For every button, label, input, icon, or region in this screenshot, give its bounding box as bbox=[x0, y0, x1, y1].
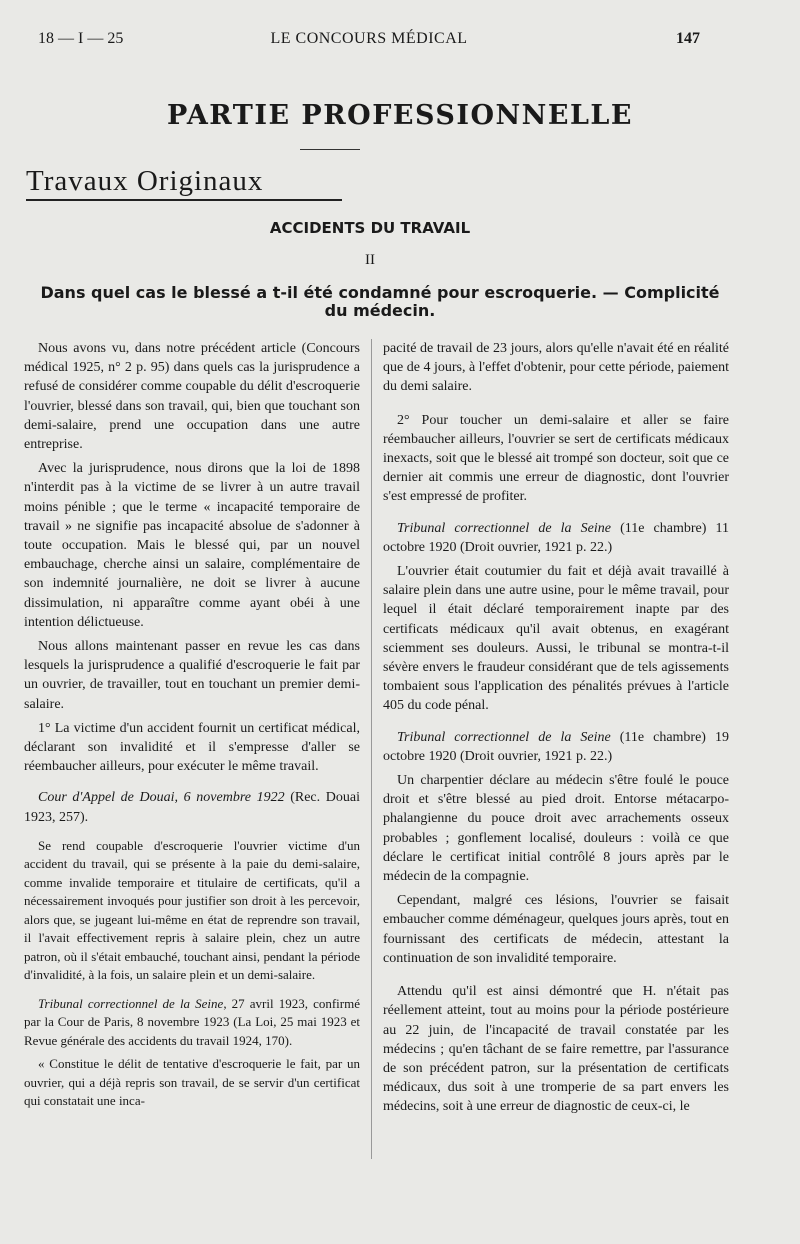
paragraph: Nous allons maintenant passer en revue les cas dans lesquels la jurisprudence a qualifié d'escroquerie le fait par un ouvrier, de travailler, tout en touchant un premier demi-salaire. bbox=[24, 639, 360, 712]
paragraph: Nous avons vu, dans notre précédent article (Concours médical 1925, n° 2 p. 95) dans quels cas la jurisprudence a refusé de considérer comme coupable du délit d'escroquerie l'ouvrier, blessé dans son travail, qui, bien que touchant son demi-salaire, prend une occupation dans une autre entreprise. bbox=[24, 341, 360, 453]
court-name: Tribunal correctionnel de la Seine bbox=[397, 729, 611, 745]
article-number: II bbox=[365, 252, 375, 268]
paragraph: Avec la jurisprudence, nous dirons que la loi de 1898 n'interdit pas à la victime de se livrer à un autre travail moins pénible ; que le terme « incapacité temporaire de travail » ne signifie pas incapacité absolue de s'adonner à toute occupation. Mais le blessé qui, par un nouvel embauchage, cherche ainsi un salaire, complémentaire de son indemnité journalière, ne doit se livrer à aucune dissimulation, ni apparaître comme ayant obéi à une intention délictueuse. bbox=[24, 461, 360, 630]
court-name: Cour d'Appel de Douai, 6 novembre 1922 bbox=[38, 790, 285, 806]
case-reference: (11e chambre) 11 octobre 1920 (Droit ouvrier, 1921 p. 22.) bbox=[383, 520, 729, 555]
paragraph: Cependant, malgré ces lésions, l'ouvrier se faisait embaucher comme déménageur, quelques jours après, tout en fournissant des certificats de médecin, attestant la continuation de son invalidité temporaire. bbox=[383, 893, 729, 966]
paragraph: pacité de travail de 23 jours, alors qu'elle n'avait été en réalité que de 4 jours, à l'effet d'obtenir, pour cette période, paiement du demi salaire. bbox=[383, 341, 729, 395]
article-title: Dans quel cas le blessé a t-il été condamné pour escroquerie. — Complicité du médecin. bbox=[40, 283, 720, 320]
paragraph: « Constitue le délit de tentative d'escroquerie le fait, par un ouvrier, qui a déjà repris son travail, de se servir d'un certificat qui constatait une inca- bbox=[24, 1056, 360, 1109]
paragraph: 2° Pour toucher un demi-salaire et aller se faire réembaucher ailleurs, l'ouvrier se sert de certificats médicaux inexacts, soit que le blessé ait trompé son docteur, soit que ce dernier ait commis une erreur de diagnostic, dont l'ouvrier s'est empressé de profiter. bbox=[383, 412, 729, 505]
title-rule bbox=[300, 149, 360, 150]
case-reference: (11e chambre) 19 octobre 1920 (Droit ouvrier, 1921 p. 22.) bbox=[383, 729, 729, 764]
case-citation bbox=[24, 995, 360, 1051]
paragraph: Attendu qu'il est ainsi démontré que H. n'était pas réellement atteint, tout au moins pour la période postérieure au 22 juin, de l'incapacité de travail constatée par les médecins ; qu'en tâchant de se faire remettre, par l'assurance de son précédent patron, sur la présentation de certificats médicaux, dus soit à une tromperie de sa part envers les médecins, soit à une erreur de diagnostic de ceux-ci, le bbox=[383, 984, 729, 1115]
subsection-title: Travaux Originaux bbox=[26, 165, 264, 197]
court-name: Tribunal correctionnel de la Seine bbox=[397, 520, 611, 536]
case-reference: (Rec. Douai 1923, 257). bbox=[24, 790, 360, 825]
journal-title: LE CONCOURS MÉDICAL bbox=[270, 30, 468, 47]
paragraph: Un charpentier déclare au médecin s'être foulé le pouce droit et s'être blessé au pied droit. Entorse métacarpo-phalangienne du pouce droit avec arrachements osseux probables ; gonflement localisé, douleurs : voilà ce que déclare le certificat initial contrôlé 8 jours après par le médecin de la compagnie. bbox=[383, 773, 729, 885]
left-column bbox=[24, 339, 360, 1116]
case-reference: , 27 avril 1923, confirmé par la Cour de Paris, 8 novembre 1923 (La Loi, 25 mai 1923 et Revue générale des accidents du travail 1924, 170). bbox=[24, 995, 360, 1048]
page-number: 147 bbox=[676, 30, 700, 47]
paragraph: 1° La victime d'un accident fournit un certificat médical, déclarant son invalidité et il s'empresse d'aller se réembaucher ailleurs, pour exécuter le même travail. bbox=[24, 720, 360, 775]
case-citation bbox=[383, 519, 729, 557]
issue-date: 18 — I — 25 bbox=[38, 30, 124, 47]
subsection-rule bbox=[26, 199, 342, 201]
paragraph: L'ouvrier était coutumier du fait et déjà avait travaillé à salaire plein dans une autre usine, pour le même travail, pour lequel il était déclaré temporairement inapte par des certificats médicaux qu'il avait obtenus, en exagérant sciemment ses douleurs. Aussi, le tribunal se montra-t-il sévère envers le fraudeur considérant que de tels agissements tombaient sous l'application des pénalités prévues à l'article 405 du code pénal. bbox=[383, 564, 729, 714]
article-heading: ACCIDENTS DU TRAVAIL bbox=[269, 219, 471, 237]
section-title: PARTIE PROFESSIONNELLE bbox=[166, 100, 633, 131]
column-divider bbox=[371, 339, 372, 1159]
paragraph: Se rend coupable d'escroquerie l'ouvrier victime d'un accident du travail, qui se présente à la paie du demi-salaire, comme invalide temporaire et titulaire de certificats, qu'il a nécessairement invoqués pour justifier son droit à les percevoir, alors que, se jugeant lui-même en état de reprendre son travail, il l'avait effectivement repris à salaire plein, chez un autre patron, où il s'était embauché, touchant ainsi, pendant la période d'invalidité, à la fois, un salaire plein et un demi-salaire. bbox=[24, 837, 360, 983]
case-citation bbox=[383, 728, 729, 766]
right-column bbox=[383, 339, 729, 1122]
case-citation bbox=[24, 788, 360, 826]
running-head bbox=[38, 30, 700, 50]
court-name: Tribunal correctionnel de la Seine bbox=[38, 995, 224, 1011]
